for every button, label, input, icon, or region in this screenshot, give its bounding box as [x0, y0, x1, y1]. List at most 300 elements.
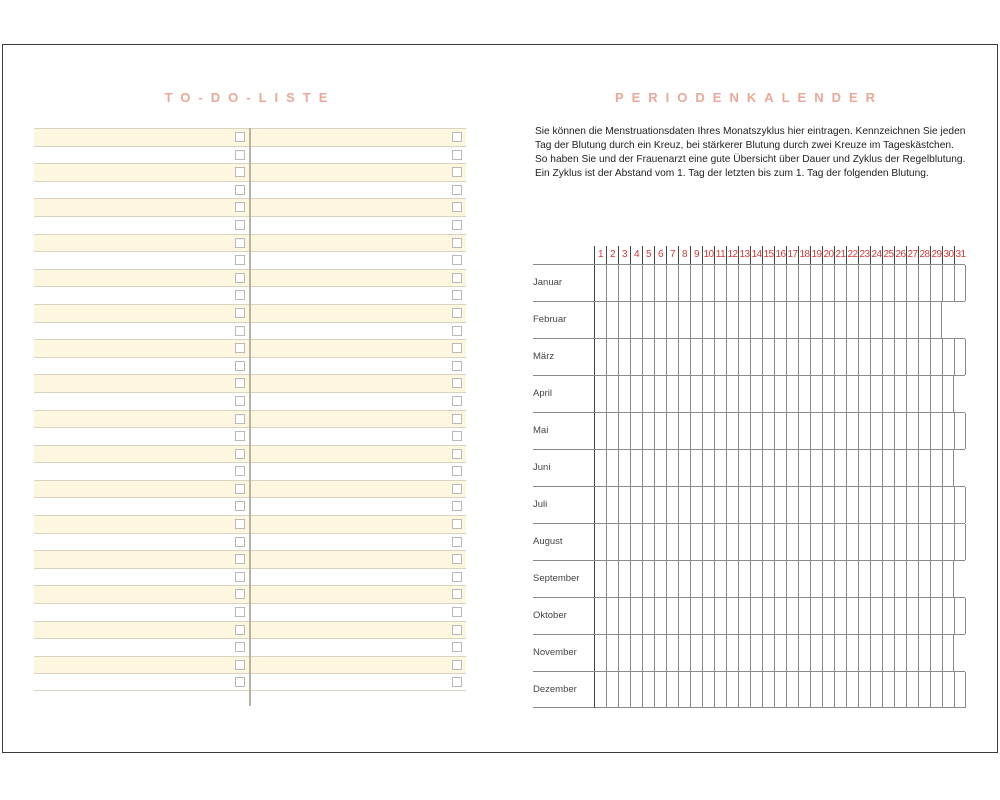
day-cell[interactable] [894, 339, 906, 375]
day-cell[interactable] [594, 598, 606, 634]
day-cell[interactable] [702, 376, 714, 412]
day-cell[interactable] [726, 672, 738, 708]
day-cell[interactable] [834, 265, 846, 301]
day-cell[interactable] [870, 339, 882, 375]
day-cell[interactable] [930, 302, 942, 338]
day-cell[interactable] [810, 635, 822, 671]
day-cell[interactable] [738, 413, 750, 449]
todo-checkbox[interactable] [452, 501, 462, 511]
day-cell[interactable] [774, 561, 786, 597]
day-cell[interactable] [714, 302, 726, 338]
day-cell[interactable] [930, 339, 942, 375]
day-cell[interactable] [690, 265, 702, 301]
day-cell[interactable] [714, 376, 726, 412]
day-cell[interactable] [690, 598, 702, 634]
day-cell[interactable] [630, 635, 642, 671]
day-cell[interactable] [594, 561, 606, 597]
day-cell[interactable] [942, 598, 954, 634]
todo-checkbox[interactable] [235, 255, 245, 265]
day-cell[interactable] [726, 302, 738, 338]
day-cell[interactable] [894, 413, 906, 449]
day-cell[interactable] [690, 376, 702, 412]
todo-checkbox[interactable] [235, 484, 245, 494]
day-cell[interactable] [654, 487, 666, 523]
day-cell[interactable] [606, 413, 618, 449]
day-cell[interactable] [606, 561, 618, 597]
todo-checkbox[interactable] [452, 378, 462, 388]
todo-row[interactable] [251, 515, 466, 533]
todo-row[interactable] [251, 550, 466, 568]
day-cell[interactable] [930, 598, 942, 634]
day-cell[interactable] [882, 598, 894, 634]
day-cell[interactable] [750, 487, 762, 523]
day-cell[interactable] [858, 376, 870, 412]
todo-checkbox[interactable] [235, 660, 245, 670]
todo-checkbox[interactable] [235, 361, 245, 371]
todo-row[interactable] [251, 322, 466, 340]
day-cell[interactable] [810, 413, 822, 449]
day-cell[interactable] [606, 524, 618, 560]
day-cell[interactable] [798, 487, 810, 523]
day-cell[interactable] [810, 561, 822, 597]
day-cell[interactable] [690, 524, 702, 560]
day-cell[interactable] [642, 524, 654, 560]
day-cell[interactable] [678, 450, 690, 486]
day-cell[interactable] [702, 302, 714, 338]
day-cell[interactable] [774, 450, 786, 486]
day-cell[interactable] [882, 376, 894, 412]
day-cell[interactable] [906, 339, 918, 375]
day-cell[interactable] [894, 672, 906, 708]
day-cell[interactable] [906, 413, 918, 449]
day-cell[interactable] [666, 339, 678, 375]
day-cell[interactable] [726, 561, 738, 597]
day-cell[interactable] [942, 376, 954, 412]
todo-checkbox[interactable] [235, 501, 245, 511]
day-cell[interactable] [618, 524, 630, 560]
day-cell[interactable] [738, 561, 750, 597]
day-cell[interactable] [858, 635, 870, 671]
todo-checkbox[interactable] [235, 449, 245, 459]
day-cell[interactable] [918, 672, 930, 708]
day-cell[interactable] [606, 302, 618, 338]
todo-row[interactable] [251, 304, 466, 322]
day-cell[interactable] [726, 635, 738, 671]
day-cell[interactable] [786, 561, 798, 597]
day-cell[interactable] [738, 339, 750, 375]
day-cell[interactable] [870, 413, 882, 449]
day-cell[interactable] [834, 487, 846, 523]
todo-row[interactable] [251, 216, 466, 234]
day-cell[interactable] [894, 524, 906, 560]
todo-checkbox[interactable] [452, 466, 462, 476]
todo-row[interactable] [251, 181, 466, 199]
day-cell[interactable] [810, 302, 822, 338]
day-cell[interactable] [618, 672, 630, 708]
day-cell[interactable] [930, 376, 942, 412]
day-cell[interactable] [690, 339, 702, 375]
day-cell[interactable] [858, 561, 870, 597]
day-cell[interactable] [870, 635, 882, 671]
day-cell[interactable] [726, 487, 738, 523]
day-cell[interactable] [654, 561, 666, 597]
day-cell[interactable] [618, 561, 630, 597]
day-cell[interactable] [798, 524, 810, 560]
todo-row[interactable] [251, 198, 466, 216]
day-cell[interactable] [954, 413, 966, 449]
day-cell[interactable] [738, 672, 750, 708]
day-cell[interactable] [714, 524, 726, 560]
day-cell[interactable] [870, 450, 882, 486]
todo-row[interactable] [34, 621, 249, 639]
todo-checkbox[interactable] [452, 537, 462, 547]
day-cell[interactable] [702, 413, 714, 449]
day-cell[interactable] [846, 487, 858, 523]
day-cell[interactable] [714, 265, 726, 301]
day-cell[interactable] [666, 413, 678, 449]
day-cell[interactable] [726, 598, 738, 634]
day-cell[interactable] [918, 413, 930, 449]
day-cell[interactable] [954, 265, 966, 301]
day-cell[interactable] [822, 635, 834, 671]
day-cell[interactable] [690, 302, 702, 338]
day-cell[interactable] [678, 524, 690, 560]
day-cell[interactable] [630, 302, 642, 338]
day-cell[interactable] [918, 302, 930, 338]
todo-checkbox[interactable] [452, 220, 462, 230]
todo-row[interactable] [251, 392, 466, 410]
day-cell[interactable] [942, 561, 954, 597]
day-cell[interactable] [834, 635, 846, 671]
todo-row[interactable] [251, 533, 466, 551]
todo-row[interactable] [34, 269, 249, 287]
todo-row[interactable] [34, 128, 249, 146]
day-cell[interactable] [666, 450, 678, 486]
day-cell[interactable] [654, 376, 666, 412]
day-cell[interactable] [822, 376, 834, 412]
todo-row[interactable] [34, 497, 249, 515]
day-cell[interactable] [930, 561, 942, 597]
day-cell[interactable] [666, 524, 678, 560]
day-cell[interactable] [810, 339, 822, 375]
day-cell[interactable] [786, 376, 798, 412]
day-cell[interactable] [858, 339, 870, 375]
todo-checkbox[interactable] [452, 431, 462, 441]
day-cell[interactable] [690, 413, 702, 449]
todo-row[interactable] [34, 181, 249, 199]
day-cell[interactable] [774, 635, 786, 671]
day-cell[interactable] [786, 598, 798, 634]
todo-checkbox[interactable] [235, 607, 245, 617]
day-cell[interactable] [894, 265, 906, 301]
day-cell[interactable] [654, 450, 666, 486]
day-cell[interactable] [618, 450, 630, 486]
day-cell[interactable] [846, 635, 858, 671]
todo-row[interactable] [34, 146, 249, 164]
day-cell[interactable] [690, 487, 702, 523]
day-cell[interactable] [786, 524, 798, 560]
day-cell[interactable] [930, 635, 942, 671]
day-cell[interactable] [762, 487, 774, 523]
todo-row[interactable] [251, 603, 466, 621]
day-cell[interactable] [858, 598, 870, 634]
day-cell[interactable] [714, 672, 726, 708]
day-cell[interactable] [870, 265, 882, 301]
day-cell[interactable] [618, 339, 630, 375]
day-cell[interactable] [906, 265, 918, 301]
todo-checkbox[interactable] [235, 378, 245, 388]
day-cell[interactable] [738, 376, 750, 412]
day-cell[interactable] [750, 265, 762, 301]
todo-checkbox[interactable] [235, 220, 245, 230]
day-cell[interactable] [750, 450, 762, 486]
todo-row[interactable] [34, 638, 249, 656]
todo-row[interactable] [34, 374, 249, 392]
day-cell[interactable] [774, 524, 786, 560]
day-cell[interactable] [678, 672, 690, 708]
todo-checkbox[interactable] [452, 625, 462, 635]
day-cell[interactable] [678, 376, 690, 412]
day-cell[interactable] [642, 413, 654, 449]
todo-checkbox[interactable] [452, 554, 462, 564]
day-cell[interactable] [810, 672, 822, 708]
todo-checkbox[interactable] [235, 589, 245, 599]
day-cell[interactable] [786, 487, 798, 523]
todo-checkbox[interactable] [452, 484, 462, 494]
day-cell[interactable] [822, 598, 834, 634]
day-cell[interactable] [906, 561, 918, 597]
todo-checkbox[interactable] [452, 290, 462, 300]
day-cell[interactable] [810, 376, 822, 412]
day-cell[interactable] [642, 635, 654, 671]
day-cell[interactable] [642, 598, 654, 634]
day-cell[interactable] [918, 376, 930, 412]
day-cell[interactable] [834, 450, 846, 486]
day-cell[interactable] [606, 487, 618, 523]
todo-checkbox[interactable] [452, 238, 462, 248]
day-cell[interactable] [882, 413, 894, 449]
day-cell[interactable] [606, 598, 618, 634]
day-cell[interactable] [906, 302, 918, 338]
day-cell[interactable] [630, 598, 642, 634]
day-cell[interactable] [618, 302, 630, 338]
day-cell[interactable] [654, 413, 666, 449]
day-cell[interactable] [750, 302, 762, 338]
day-cell[interactable] [846, 265, 858, 301]
day-cell[interactable] [702, 487, 714, 523]
todo-checkbox[interactable] [452, 308, 462, 318]
day-cell[interactable] [594, 339, 606, 375]
day-cell[interactable] [726, 450, 738, 486]
todo-checkbox[interactable] [452, 607, 462, 617]
todo-row[interactable] [34, 480, 249, 498]
day-cell[interactable] [882, 635, 894, 671]
day-cell[interactable] [714, 561, 726, 597]
day-cell[interactable] [918, 265, 930, 301]
day-cell[interactable] [810, 524, 822, 560]
todo-row[interactable] [34, 427, 249, 445]
day-cell[interactable] [954, 598, 966, 634]
todo-row[interactable] [34, 357, 249, 375]
day-cell[interactable] [690, 561, 702, 597]
day-cell[interactable] [918, 450, 930, 486]
day-cell[interactable] [930, 265, 942, 301]
day-cell[interactable] [774, 598, 786, 634]
todo-row[interactable] [34, 339, 249, 357]
day-cell[interactable] [786, 265, 798, 301]
day-cell[interactable] [618, 487, 630, 523]
day-cell[interactable] [834, 598, 846, 634]
day-cell[interactable] [810, 487, 822, 523]
day-cell[interactable] [822, 524, 834, 560]
day-cell[interactable] [594, 302, 606, 338]
day-cell[interactable] [870, 561, 882, 597]
day-cell[interactable] [702, 561, 714, 597]
day-cell[interactable] [738, 635, 750, 671]
todo-row[interactable] [251, 497, 466, 515]
day-cell[interactable] [618, 265, 630, 301]
day-cell[interactable] [798, 339, 810, 375]
day-cell[interactable] [822, 265, 834, 301]
day-cell[interactable] [714, 635, 726, 671]
todo-checkbox[interactable] [235, 343, 245, 353]
day-cell[interactable] [918, 561, 930, 597]
todo-checkbox[interactable] [235, 185, 245, 195]
todo-checkbox[interactable] [235, 202, 245, 212]
todo-checkbox[interactable] [452, 660, 462, 670]
day-cell[interactable] [714, 450, 726, 486]
todo-checkbox[interactable] [452, 273, 462, 283]
day-cell[interactable] [666, 376, 678, 412]
todo-row[interactable] [34, 603, 249, 621]
todo-checkbox[interactable] [452, 519, 462, 529]
day-cell[interactable] [798, 450, 810, 486]
day-cell[interactable] [822, 561, 834, 597]
day-cell[interactable] [714, 413, 726, 449]
day-cell[interactable] [906, 450, 918, 486]
day-cell[interactable] [954, 524, 966, 560]
day-cell[interactable] [798, 635, 810, 671]
day-cell[interactable] [798, 265, 810, 301]
day-cell[interactable] [714, 339, 726, 375]
day-cell[interactable] [594, 450, 606, 486]
day-cell[interactable] [666, 672, 678, 708]
day-cell[interactable] [750, 635, 762, 671]
day-cell[interactable] [906, 524, 918, 560]
todo-row[interactable] [251, 445, 466, 463]
day-cell[interactable] [894, 302, 906, 338]
todo-row[interactable] [34, 234, 249, 252]
day-cell[interactable] [630, 339, 642, 375]
day-cell[interactable] [810, 450, 822, 486]
todo-row[interactable] [34, 462, 249, 480]
todo-checkbox[interactable] [452, 343, 462, 353]
day-cell[interactable] [678, 302, 690, 338]
todo-checkbox[interactable] [452, 414, 462, 424]
todo-checkbox[interactable] [452, 572, 462, 582]
todo-checkbox[interactable] [235, 466, 245, 476]
day-cell[interactable] [702, 635, 714, 671]
day-cell[interactable] [642, 265, 654, 301]
day-cell[interactable] [846, 413, 858, 449]
day-cell[interactable] [594, 524, 606, 560]
day-cell[interactable] [786, 635, 798, 671]
day-cell[interactable] [858, 524, 870, 560]
day-cell[interactable] [870, 672, 882, 708]
day-cell[interactable] [918, 487, 930, 523]
day-cell[interactable] [618, 635, 630, 671]
day-cell[interactable] [726, 339, 738, 375]
day-cell[interactable] [666, 561, 678, 597]
day-cell[interactable] [834, 561, 846, 597]
day-cell[interactable] [858, 450, 870, 486]
day-cell[interactable] [846, 339, 858, 375]
todo-row[interactable] [251, 286, 466, 304]
day-cell[interactable] [786, 413, 798, 449]
day-cell[interactable] [750, 561, 762, 597]
day-cell[interactable] [594, 672, 606, 708]
day-cell[interactable] [654, 339, 666, 375]
day-cell[interactable] [750, 376, 762, 412]
todo-checkbox[interactable] [452, 396, 462, 406]
day-cell[interactable] [606, 376, 618, 412]
todo-row[interactable] [251, 638, 466, 656]
day-cell[interactable] [666, 487, 678, 523]
day-cell[interactable] [906, 376, 918, 412]
todo-row[interactable] [251, 357, 466, 375]
day-cell[interactable] [750, 413, 762, 449]
todo-row[interactable] [251, 585, 466, 603]
day-cell[interactable] [786, 302, 798, 338]
day-cell[interactable] [654, 672, 666, 708]
todo-row[interactable] [251, 269, 466, 287]
todo-checkbox[interactable] [235, 572, 245, 582]
todo-checkbox[interactable] [235, 625, 245, 635]
day-cell[interactable] [858, 672, 870, 708]
todo-checkbox[interactable] [452, 642, 462, 652]
day-cell[interactable] [594, 635, 606, 671]
day-cell[interactable] [834, 672, 846, 708]
todo-checkbox[interactable] [235, 132, 245, 142]
todo-row[interactable] [251, 480, 466, 498]
day-cell[interactable] [930, 450, 942, 486]
day-cell[interactable] [954, 487, 966, 523]
todo-row[interactable] [34, 550, 249, 568]
day-cell[interactable] [798, 672, 810, 708]
todo-row[interactable] [251, 568, 466, 586]
day-cell[interactable] [654, 598, 666, 634]
day-cell[interactable] [774, 487, 786, 523]
day-cell[interactable] [906, 635, 918, 671]
todo-checkbox[interactable] [235, 554, 245, 564]
day-cell[interactable] [654, 302, 666, 338]
day-cell[interactable] [834, 302, 846, 338]
todo-checkbox[interactable] [235, 642, 245, 652]
day-cell[interactable] [870, 524, 882, 560]
day-cell[interactable] [666, 302, 678, 338]
todo-checkbox[interactable] [452, 132, 462, 142]
todo-row[interactable] [34, 515, 249, 533]
day-cell[interactable] [654, 524, 666, 560]
day-cell[interactable] [642, 302, 654, 338]
day-cell[interactable] [906, 672, 918, 708]
todo-checkbox[interactable] [452, 361, 462, 371]
day-cell[interactable] [846, 376, 858, 412]
todo-checkbox[interactable] [235, 519, 245, 529]
day-cell[interactable] [822, 450, 834, 486]
day-cell[interactable] [858, 265, 870, 301]
day-cell[interactable] [882, 524, 894, 560]
